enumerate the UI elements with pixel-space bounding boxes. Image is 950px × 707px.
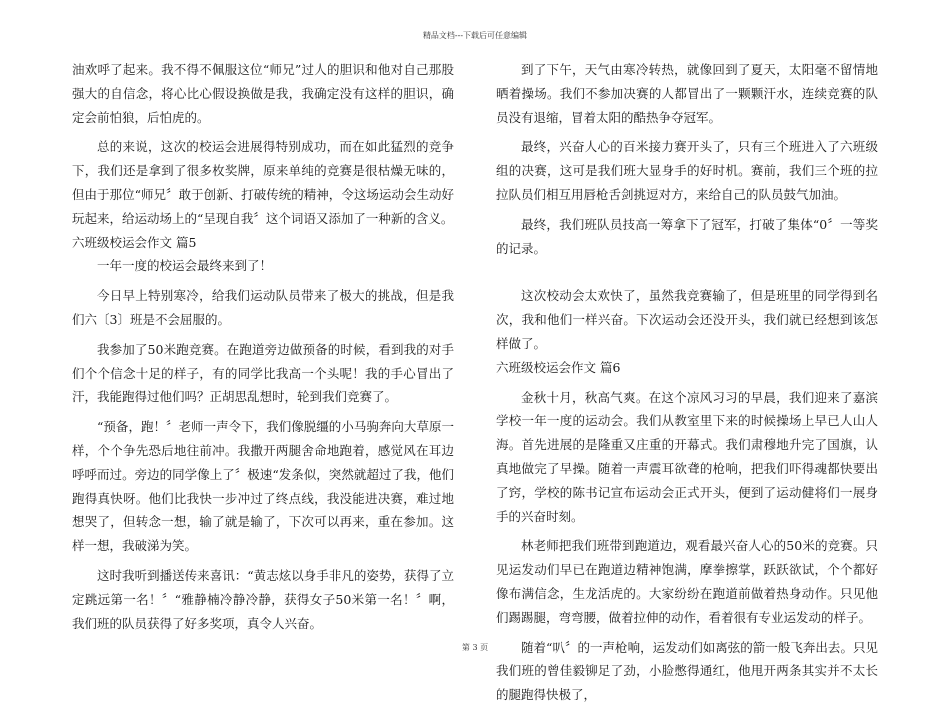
paragraph: 随着“叭〞的一声枪响，运发动们如离弦的箭一般飞奔出去。只见我们班的曾佳毅铆足了劲，小脸憋得通红，他甩开两条其实并不太长的腿跑得快极了， bbox=[496, 639, 878, 703]
section-heading: 六班级校运会作文 篇6 bbox=[496, 359, 621, 375]
section-heading: 六班级校运会作文 篇5 bbox=[72, 234, 197, 250]
paragraph: 林老师把我们班带到跑道边，观看最兴奋人心的50米的竞赛。只见运发动们早已在跑道边精神饱满，摩拳擦掌，跃跃欲试，个个都好像布满信念，生龙活虎的。大家纷纷在跑道前做着热身动作。只见他们踢踢腿，弯弯腰，做着拉伸的动作，看着很有专业运发动的样子。 bbox=[496, 538, 878, 625]
paragraph: 这次校动会太欢快了，虽然我竞赛输了，但是班里的同学得到名次，我和他们一样兴奋。下次运动会还没开头，我们就已经想到该怎样做了。 bbox=[496, 288, 878, 351]
paragraph: 金秋十月，秋高气爽。在这个凉风习习的早晨，我们迎来了嘉滨学校一年一度的运动会。我们从教室里下来的时候操场上早已人山人海。首先进展的是隆重又庄重的开幕式。我们肃穆地升完了国旗，认真地做完了早操。随着一声震耳欲聋的枪响，把我们吓得魂都快要出了窍，学校的陈书记宣布运动会正式开头，便到了运动健将们一展身手的兴奋时刻。 bbox=[496, 389, 878, 524]
left-column bbox=[72, 58, 454, 635]
paragraph: 总的来说，这次的校运会进展得特别成功，而在如此猛烈的竞争下，我们还是拿到了很多枚奖牌，原来单纯的竞赛是很枯燥无味的，但由于那位“师兄〞敢于创新、打破传统的精神，令这场运动会生动好玩起来，给运动场上的“呈现自我〞这个词语又添加了一种新的含义。 bbox=[72, 139, 454, 226]
page-number: 第 3 页 bbox=[461, 643, 489, 652]
paragraph: 最终，我们班队员技高一筹拿下了冠军，打破了集体“0〞一等奖的记录。 bbox=[496, 216, 878, 256]
paragraph: 最终，兴奋人心的百米接力赛开头了，只有三个班进入了六班级组的决赛，这可是我们班大显身手的好时机。赛前，我们三个班的拉拉队员们相互用唇枪舌剑挑逗对方，来给自己的队员鼓气加油。 bbox=[496, 139, 878, 202]
paragraph: 油欢呼了起来。我不得不佩服这位“师兄”过人的胆识和他对自己那股强大的自信念，将心比心假设换做是我，我确定没有这样的胆识，确定会前怕狼，后怕虎的。 bbox=[72, 62, 454, 125]
right-column bbox=[496, 58, 878, 707]
paragraph: 到了下午，天气由寒冷转热，就像回到了夏天，太阳毫不留情地晒着操场。我们不参加决赛的人都冒出了一颗颗汗水，连续竞赛的队员没有退缩，冒着太阳的酷热争夺冠军。 bbox=[496, 62, 878, 125]
paragraph: 我参加了50米跑竞赛。在跑道旁边做预备的时候，看到我的对手们个个信念十足的样子，有的同学比我高一个头呢！我的手心冒出了汗，我能跑得过他们吗？正胡思乱想时，轮到我们竞赛了。 bbox=[72, 341, 454, 405]
paragraph: 一年一度的校运会最终来到了！ bbox=[97, 258, 273, 274]
paragraph: 今日早上特别寒冷，给我们运动队员带来了极大的挑战，但是我们六〔3〕班是不会屈服的。 bbox=[72, 288, 454, 327]
page-header: 精品文档---下载后可任意编辑 bbox=[422, 31, 528, 40]
paragraph: “预备，跑！〞老师一声令下，我们像脱缰的小马驹奔向大草原一样，个个争先恐后地往前冲。我撒开两腿舍命地跑着，感觉风在耳边呼呼而过。旁边的同学像上了〞极速“发条似，突然就超过了我，他们跑得真快呀。他们比我快一步冲过了终点线，我没能进决赛，难过地想哭了，但转念一想，输了就是输了，下次可以再来，重在参加。这样一想，我破涕为笑。 bbox=[72, 419, 454, 554]
paragraph: 这时我听到播送传来喜讯：“黄志炫以身手非凡的姿势，获得了立定跳远第一名！〞“雅静楠冷静冷静，获得女子50米第一名！〞啊，我们班的队员获得了好多奖项，真令人兴奋。 bbox=[72, 567, 454, 631]
